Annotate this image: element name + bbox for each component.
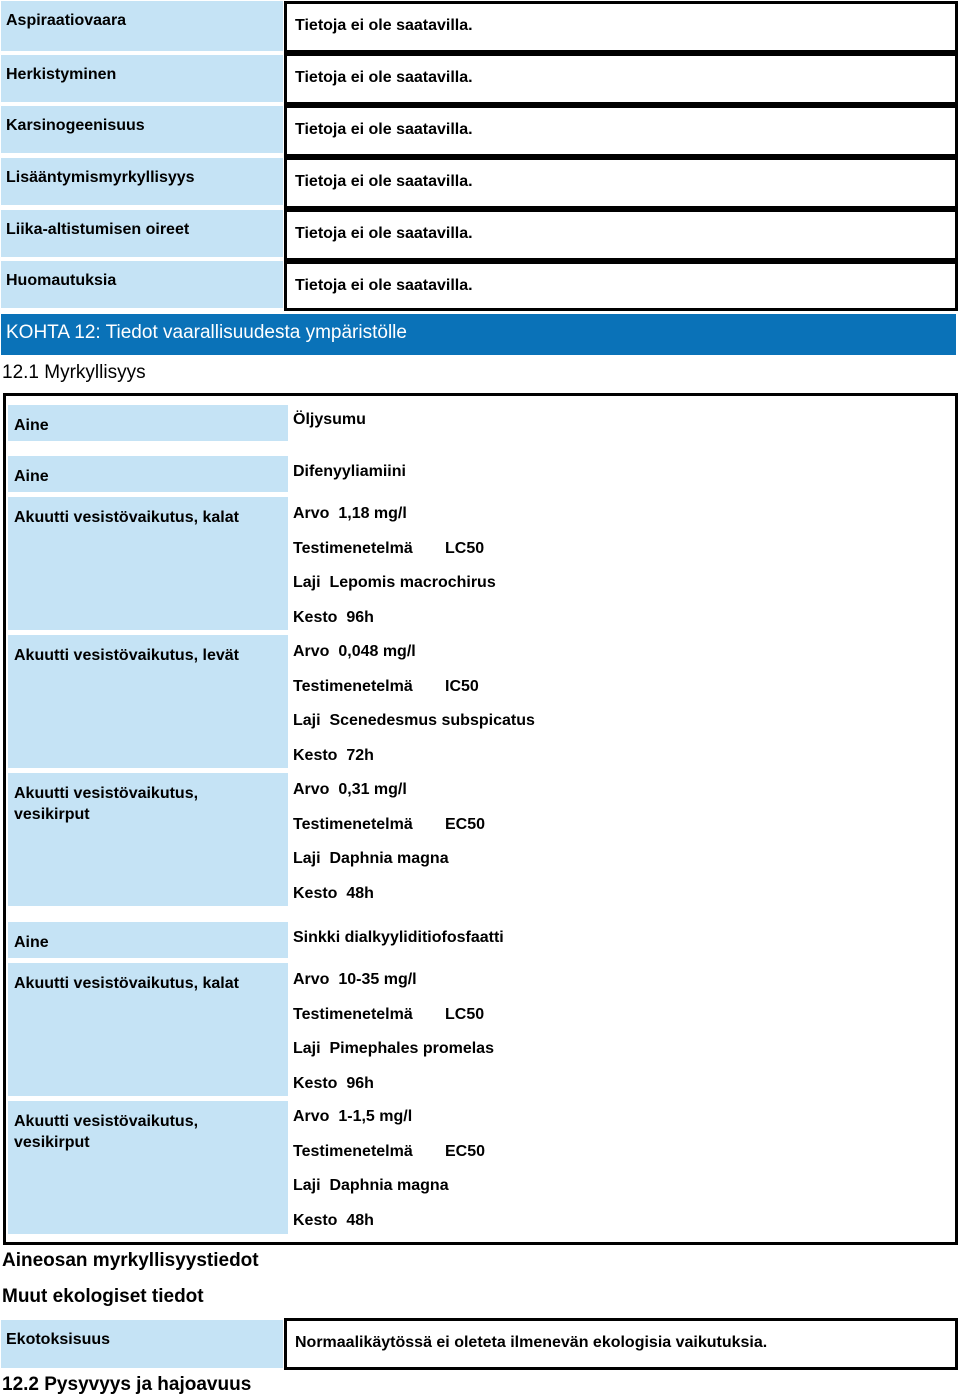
laji-key: Laji bbox=[293, 850, 321, 867]
row-label-liika-altistumisen-oireet: Liika-altistumisen oireet bbox=[1, 210, 283, 257]
substance-name: Difenyyliamiini bbox=[293, 463, 406, 480]
arvo-value: 1-1,5 mg/l bbox=[338, 1108, 413, 1125]
kesto-value: 96h bbox=[346, 608, 374, 626]
test-value: IC50 bbox=[445, 677, 479, 695]
test-value: LC50 bbox=[445, 539, 485, 557]
row-value-liika-altistumisen-oireet: Tietoja ei ole saatavilla. bbox=[284, 209, 958, 261]
arvo-value: 1,18 mg/l bbox=[338, 505, 407, 522]
laji-key: Laji bbox=[293, 712, 321, 729]
kesto-value: 72h bbox=[346, 746, 374, 764]
row-value-huomautuksia: Tietoja ei ole saatavilla. bbox=[284, 261, 958, 311]
effect-label-line: vesikirput bbox=[14, 806, 90, 823]
kesto-value: 48h bbox=[346, 1211, 374, 1229]
row-value-karsinogeenisuus: Tietoja ei ole saatavilla. bbox=[284, 105, 958, 157]
arvo-value: 10-35 mg/l bbox=[338, 971, 417, 988]
arvo-key: Arvo bbox=[293, 971, 330, 988]
effect-label-kalat: Akuutti vesistövaikutus, kalat bbox=[8, 963, 288, 1096]
laji-key: Laji bbox=[293, 1040, 321, 1057]
kesto-key: Kesto bbox=[293, 746, 338, 764]
kesto-key: Kesto bbox=[293, 1211, 338, 1229]
kesto-key: Kesto bbox=[293, 1074, 338, 1092]
laji-value: Pimephales promelas bbox=[329, 1040, 494, 1057]
laji-key: Laji bbox=[293, 1177, 321, 1194]
row-label-aspiraatiovaara: Aspiraatiovaara bbox=[1, 1, 283, 51]
aine-label: Aine bbox=[8, 405, 288, 441]
laji-key: Laji bbox=[293, 574, 321, 591]
effect-value-group bbox=[293, 781, 485, 919]
row-value-aspiraatiovaara: Tietoja ei ole saatavilla. bbox=[284, 1, 958, 53]
laji-value: Lepomis macrochirus bbox=[329, 574, 496, 591]
arvo-key: Arvo bbox=[293, 1108, 330, 1125]
laji-value: Daphnia magna bbox=[329, 1177, 449, 1194]
substance-name: Sinkki dialkyyliditiofosfaatti bbox=[293, 929, 504, 946]
effect-value-group bbox=[293, 971, 494, 1109]
aine-label: Aine bbox=[8, 922, 288, 958]
effect-label-kalat: Akuutti vesistövaikutus, kalat bbox=[8, 497, 288, 630]
arvo-value: 0,31 mg/l bbox=[338, 781, 407, 798]
test-key: Testimenetelmä bbox=[293, 539, 413, 557]
test-key: Testimenetelmä bbox=[293, 677, 413, 695]
aineosan-heading: Aineosan myrkyllisyystiedot bbox=[2, 1250, 259, 1271]
test-key: Testimenetelmä bbox=[293, 815, 413, 833]
row-label-huomautuksia: Huomautuksia bbox=[1, 261, 283, 308]
arvo-key: Arvo bbox=[293, 505, 330, 522]
ekotoksisuus-value: Normaalikäytössä ei oleteta ilmenevän ekologisia vaikutuksia. bbox=[284, 1318, 958, 1370]
effect-label-vesikirput bbox=[8, 773, 288, 906]
row-value-herkistyminen: Tietoja ei ole saatavilla. bbox=[284, 53, 958, 105]
test-key: Testimenetelmä bbox=[293, 1142, 413, 1160]
effect-value-group bbox=[293, 643, 535, 781]
effect-label-line: Akuutti vesistövaikutus, bbox=[14, 1113, 199, 1130]
subsection-title-12-1: 12.1 Myrkyllisyys bbox=[2, 362, 146, 383]
row-label-herkistyminen: Herkistyminen bbox=[1, 55, 283, 102]
kesto-key: Kesto bbox=[293, 884, 338, 902]
row-value-lisaantymismyrkyllisyys: Tietoja ei ole saatavilla. bbox=[284, 157, 958, 209]
aine-label: Aine bbox=[8, 456, 288, 492]
kesto-key: Kesto bbox=[293, 608, 338, 626]
section-header: KOHTA 12: Tiedot vaarallisuudesta ympäristölle bbox=[1, 314, 956, 355]
kesto-value: 48h bbox=[346, 884, 374, 902]
substance-name: Öljysumu bbox=[293, 411, 366, 428]
laji-value: Daphnia magna bbox=[329, 850, 449, 867]
kesto-value: 96h bbox=[346, 1074, 374, 1092]
effect-value-group bbox=[293, 1108, 485, 1246]
effect-label-line: Akuutti vesistövaikutus, bbox=[14, 785, 199, 802]
test-value: EC50 bbox=[445, 815, 486, 833]
row-label-lisaantymismyrkyllisyys: Lisääntymismyrkyllisyys bbox=[1, 158, 283, 205]
subsection-title-12-2: 12.2 Pysyvyys ja hajoavuus bbox=[2, 1374, 252, 1395]
test-key: Testimenetelmä bbox=[293, 1005, 413, 1023]
arvo-value: 0,048 mg/l bbox=[338, 643, 416, 660]
effect-value-group bbox=[293, 505, 496, 643]
ekotoksisuus-label: Ekotoksisuus bbox=[1, 1320, 283, 1368]
arvo-key: Arvo bbox=[293, 781, 330, 798]
effect-label-levat: Akuutti vesistövaikutus, levät bbox=[8, 635, 288, 768]
arvo-key: Arvo bbox=[293, 643, 330, 660]
laji-value: Scenedesmus subspicatus bbox=[329, 712, 535, 729]
row-label-karsinogeenisuus: Karsinogeenisuus bbox=[1, 106, 283, 153]
effect-label-vesikirput bbox=[8, 1101, 288, 1234]
test-value: EC50 bbox=[445, 1142, 486, 1160]
effect-label-line: vesikirput bbox=[14, 1134, 90, 1151]
muut-heading: Muut ekologiset tiedot bbox=[2, 1286, 204, 1307]
test-value: LC50 bbox=[445, 1005, 485, 1023]
